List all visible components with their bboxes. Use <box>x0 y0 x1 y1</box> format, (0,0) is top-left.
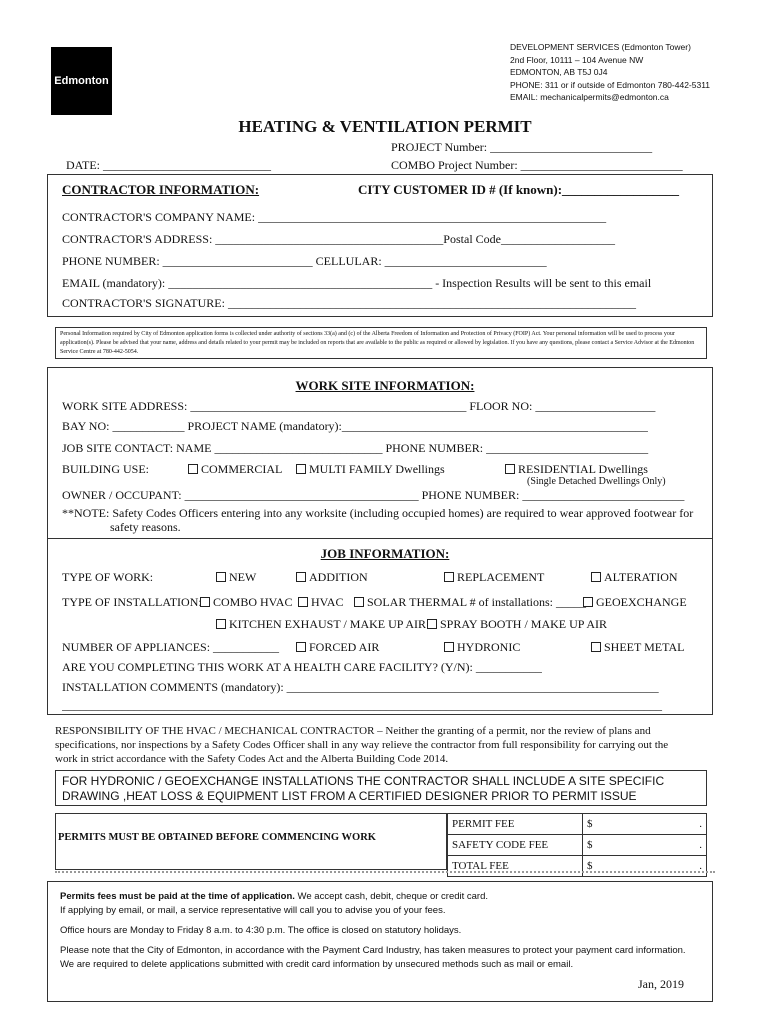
new-checkbox[interactable]: NEW <box>216 570 256 585</box>
date-field[interactable]: DATE: ____________________________ <box>66 158 271 172</box>
fee-currency: $ <box>583 814 608 835</box>
residential-note: (Single Detached Dwellings Only) <box>527 476 666 487</box>
fee-currency: $ <box>583 835 608 856</box>
installation-comments-line-2[interactable]: ____________________________________________________________________________________________________ <box>62 698 662 712</box>
worksite-heading: WORK SITE INFORMATION: <box>295 378 475 393</box>
revision-date: Jan, 2019 <box>638 977 684 991</box>
multi-family-checkbox[interactable]: MULTI FAMILY Dwellings <box>296 462 445 477</box>
owner-field[interactable]: OWNER / OCCUPANT: _______________________________________ PHONE NUMBER: ___________________________ <box>62 488 685 502</box>
signature-field[interactable]: CONTRACTOR'S SIGNATURE: ____________________________________________________________________ <box>62 296 636 310</box>
contact-line: EMAIL: mechanicalpermits@edmonton.ca <box>510 92 669 102</box>
fee-table <box>447 813 707 877</box>
project-number-field[interactable]: PROJECT Number: ___________________________ <box>391 140 653 154</box>
responsibility-text: RESPONSIBILITY OF THE HVAC / MECHANICAL CONTRACTOR – Neither the granting of a permit, nor the review of plans and specifications, nor inspections by a Safety Codes Officer shall in any way relieve the contractor from full responsibility for carrying out the work in strict accordance with the Safety Codes Act and the Alberta Building Code 2014. <box>55 725 669 765</box>
checkbox-icon <box>591 572 601 582</box>
fee-label: SAFETY CODE FEE <box>448 835 583 856</box>
type-of-work-label: TYPE OF WORK: <box>62 570 154 584</box>
email-field[interactable]: EMAIL (mandatory): ____________________________________________ - Inspection Results will be sent to this email <box>62 276 652 290</box>
checkbox-icon <box>444 642 454 652</box>
checkbox-icon <box>505 464 515 474</box>
checkbox-icon <box>216 619 226 629</box>
footwear-note: **NOTE: Safety Codes Officers entering into any worksite (including occupied homes) are required to wear approved footwear for <box>62 506 694 520</box>
dotted-divider <box>55 871 715 875</box>
checkbox-icon <box>200 597 210 607</box>
fee-row <box>448 814 707 835</box>
installation-comments-field[interactable]: INSTALLATION COMMENTS (mandatory): ______________________________________________________________ <box>62 680 659 694</box>
geoexchange-checkbox[interactable]: GEOEXCHANGE <box>583 595 687 610</box>
contractor-heading: CONTRACTOR INFORMATION: <box>62 182 260 197</box>
kitchen-exhaust-checkbox[interactable]: KITCHEN EXHAUST / MAKE UP AIR <box>216 617 426 632</box>
checkbox-icon <box>216 572 226 582</box>
footwear-note-2: safety reasons. <box>110 520 181 534</box>
commercial-checkbox[interactable]: COMMERCIAL <box>188 462 282 477</box>
fee-amount[interactable]: . <box>607 814 707 835</box>
checkbox-icon <box>188 464 198 474</box>
payment-line: Permits fees must be paid at the time of application. We accept cash, debit, cheque or credit card. If applying by email, or mail, a service representative will call you to advise you of your fees. <box>60 891 489 916</box>
fee-row <box>448 835 707 856</box>
hydronic-checkbox[interactable]: HYDRONIC <box>444 640 520 655</box>
forced-air-checkbox[interactable]: FORCED AIR <box>296 640 379 655</box>
payment-info <box>47 881 713 1002</box>
fee-label: TOTAL FEE <box>448 856 583 877</box>
customer-id-field[interactable]: CITY CUSTOMER ID # (If known):__________________ <box>358 182 680 197</box>
form-title: HEATING & VENTILATION PERMIT <box>238 117 532 136</box>
office-hours: Office hours are Monday to Friday 8 a.m. to 4:30 p.m. The office is closed on statutory holidays. <box>60 925 462 936</box>
building-use-label: BUILDING USE: <box>62 462 149 476</box>
contact-line: DEVELOPMENT SERVICES (Edmonton Tower) <box>510 42 691 52</box>
hydronic-notice: FOR HYDRONIC / GEOEXCHANGE INSTALLATIONS THE CONTRACTOR SHALL INCLUDE A SITE SPECIFIC DRAWING ,HEAT LOSS & EQUIPMENT LIST FROM A CERTIFIED DESIGNER PRIOR TO PERMIT ISSUE <box>55 770 707 806</box>
checkbox-icon <box>591 642 601 652</box>
checkbox-icon <box>583 597 593 607</box>
checkbox-icon <box>296 464 306 474</box>
solar-thermal-checkbox[interactable]: SOLAR THERMAL # of installations: _____ <box>354 595 586 610</box>
checkbox-icon <box>427 619 437 629</box>
fee-amount[interactable]: . <box>607 856 707 877</box>
addition-checkbox[interactable]: ADDITION <box>296 570 368 585</box>
bay-project-field[interactable]: BAY NO: ____________ PROJECT NAME (mandatory):___________________________________________________ <box>62 419 648 433</box>
checkbox-icon <box>298 597 308 607</box>
combo-hvac-checkbox[interactable]: COMBO HVAC <box>200 595 292 610</box>
pci-notice: Please note that the City of Edmonton, in accordance with the Payment Card Industry, has taken measures to protect your payment card information. We are required to delete applications submitted with credit card information by unsecured methods such as mail or email. <box>60 945 686 970</box>
job-site-contact-field[interactable]: JOB SITE CONTACT: NAME ____________________________ PHONE NUMBER: ___________________________ <box>62 441 649 455</box>
health-care-field[interactable]: ARE YOU COMPLETING THIS WORK AT A HEALTH CARE FACILITY? (Y/N): ___________ <box>62 660 542 674</box>
contact-line: EDMONTON, AB T5J 0J4 <box>510 67 608 77</box>
job-heading: JOB INFORMATION: <box>320 546 450 561</box>
installation-type-label: TYPE OF INSTALLATION: <box>62 595 202 609</box>
fee-amount[interactable]: . <box>607 835 707 856</box>
hvac-checkbox[interactable]: HVAC <box>298 595 343 610</box>
fee-label: PERMIT FEE <box>448 814 583 835</box>
spray-booth-checkbox[interactable]: SPRAY BOOTH / MAKE UP AIR <box>427 617 607 632</box>
edmonton-logo: Edmonton <box>51 47 112 115</box>
residential-checkbox[interactable]: RESIDENTIAL Dwellings <box>505 462 648 477</box>
replacement-checkbox[interactable]: REPLACEMENT <box>444 570 544 585</box>
phone-field[interactable]: PHONE NUMBER: _________________________ CELLULAR: ___________________________ <box>62 254 547 268</box>
privacy-notice: Personal Information required by City of Edmonton application forms is collected under authority of sections 33(a) and (c) of the Alberta Freedom of Information and Protection of Privacy (FOIP) Act. Your personal information will be used to process your application(s). Please be advised that your name, address and details related to your permit may be included on reports that are available to the public as required or allowed by legislation. If you have any questions, please contact a Service Advisor at the Edmonton Service Centre at 780-442-5054. <box>55 327 707 359</box>
must-obtain-text: PERMITS MUST BE OBTAINED BEFORE COMMENCING WORK <box>58 832 376 843</box>
combo-project-field[interactable]: COMBO Project Number: ___________________________ <box>391 158 683 172</box>
checkbox-icon <box>354 597 364 607</box>
sheet-metal-checkbox[interactable]: SHEET METAL <box>591 640 684 655</box>
contact-line: 2nd Floor, 10111 – 104 Avenue NW <box>510 54 644 65</box>
checkbox-icon <box>296 572 306 582</box>
address-field[interactable]: CONTRACTOR'S ADDRESS: ______________________________________Postal Code___________________ <box>62 232 615 246</box>
contact-line: PHONE: 311 or if outside of Edmonton 780-442-5311 <box>510 79 711 90</box>
contact-block <box>510 41 710 104</box>
worksite-address-field[interactable]: WORK SITE ADDRESS: ______________________________________________ FLOOR NO: ____________________ <box>62 399 656 413</box>
section-divider <box>47 538 713 539</box>
company-name-field[interactable]: CONTRACTOR'S COMPANY NAME: __________________________________________________________ <box>62 210 607 224</box>
checkbox-icon <box>296 642 306 652</box>
fee-currency: $ <box>583 856 608 877</box>
alteration-checkbox[interactable]: ALTERATION <box>591 570 678 585</box>
appliances-field[interactable]: NUMBER OF APPLIANCES: ___________ <box>62 640 280 654</box>
checkbox-icon <box>444 572 454 582</box>
